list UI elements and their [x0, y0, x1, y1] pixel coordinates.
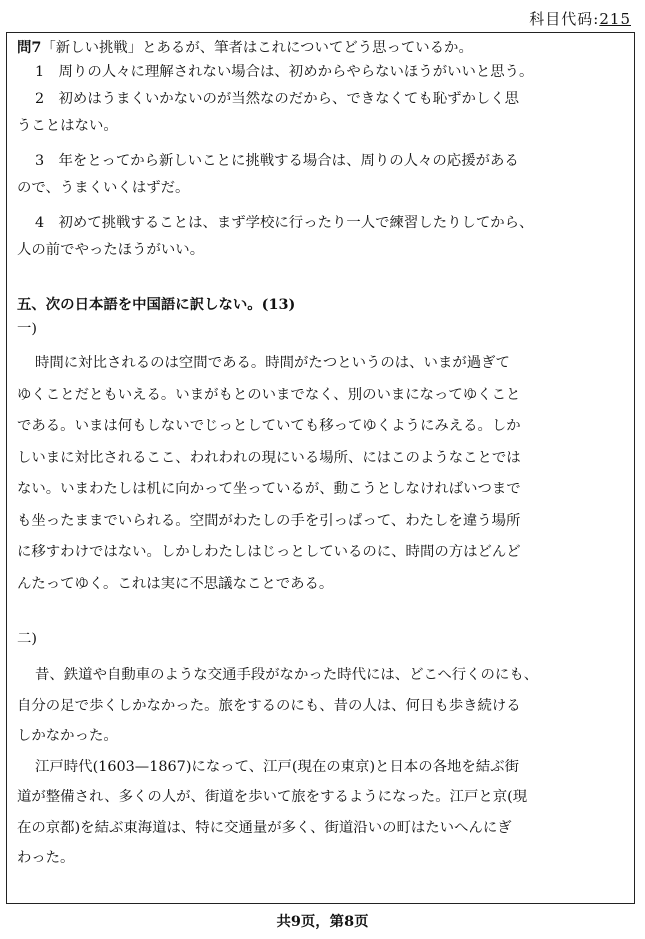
- passage-2-line: 自分の足で歩くしかなかった。旅をするのにも、昔の人は、何日も歩き続ける: [17, 697, 521, 714]
- passage-1-line: ない。いまわたしは机に向かって坐っているが、動こうとしなければいつまで: [17, 481, 521, 497]
- option-3-line-2: ので、うまくいくはずだ。: [17, 180, 190, 196]
- question-7-title: [17, 37, 622, 59]
- question-7-options: [17, 59, 622, 264]
- passage-2-line: 江戸時代(1603—1867)になって、江戸(現在の東京)と日本の各地を結ぶ街: [35, 758, 519, 775]
- question-7-text: 「新しい挑戦」とあるが、筆者はこれについてどう思っているか。: [41, 40, 473, 56]
- option-2-line-2: うことはない。: [17, 118, 118, 134]
- passage-1-line: である。いまは何もしないでじっとしていても移ってゆくようにみえる。しか: [17, 418, 521, 434]
- subject-code-value: 215: [599, 10, 631, 28]
- passage-2-line: しかなかった。: [17, 728, 118, 744]
- passage-1-line: に移すわけではない。しかしわたしはじっとしているのに、時間の方はどんど: [17, 544, 521, 560]
- section-5-title: 五、次の日本語を中国語に訳しない。(13): [17, 296, 296, 313]
- passage-2-line: 在の京都)を結ぶ東海道は、特に交通量が多く、街道沿いの町はたいへんにぎ: [17, 819, 512, 836]
- page-footer: 共9页，第8页: [276, 913, 369, 930]
- passage-1-line: ゆくことだともいえる。いまがもとのいまでなく、別のいまになってゆくこと: [17, 386, 521, 403]
- subject-code-header: [529, 8, 631, 29]
- passage-1-line: 時間に対比されるのは空間である。時間がたつというのは、いまが過ぎて: [35, 355, 510, 371]
- option-2-line-1: 2 初めはうまくいかないのが当然なのだから、できなくても恥ずかしく思: [35, 91, 520, 107]
- passage-1: [17, 348, 622, 600]
- option-4-line-2: 人の前でやったほうがいい。: [17, 242, 205, 258]
- option-4-line-1: 4 初めて挑戦することは、まず学校に行ったり一人で練習したりしてから、: [35, 215, 534, 231]
- exam-page-frame: [6, 32, 635, 904]
- option-3-line-1: 3 年をとってから新しいことに挑戦する場合は、周りの人々の応援がある: [35, 153, 519, 169]
- passage-2-line: 道が整備され、多くの人が、街道を歩いて旅をするようになった。江戸と京(現: [17, 789, 528, 805]
- part-1-label: 一): [17, 321, 38, 337]
- part-2-label: 二): [17, 631, 38, 647]
- passage-2-line: わった。: [17, 850, 75, 866]
- passage-2-line: 昔、鉄道や自動車のような交通手段がなかった時代には、どこへ行くのにも、: [35, 667, 539, 683]
- passage-1-line: も坐ったままでいられる。空間がわたしの手を引っぱって、わたしを違う場所: [17, 512, 521, 529]
- passage-1-line: しいまに対比されるここ、われわれの現にいる場所、にはこのようなことでは: [17, 449, 521, 466]
- option-1-line-1: 1 周りの人々に理解されない場合は、初めからやらないほうがいいと思う。: [35, 64, 534, 80]
- subject-code-label: 科目代码:: [529, 10, 600, 28]
- passage-1-line: んたってゆく。これは実に不思議なことである。: [17, 575, 334, 592]
- passage-2: [17, 660, 622, 874]
- question-7-number: 問7: [17, 39, 42, 56]
